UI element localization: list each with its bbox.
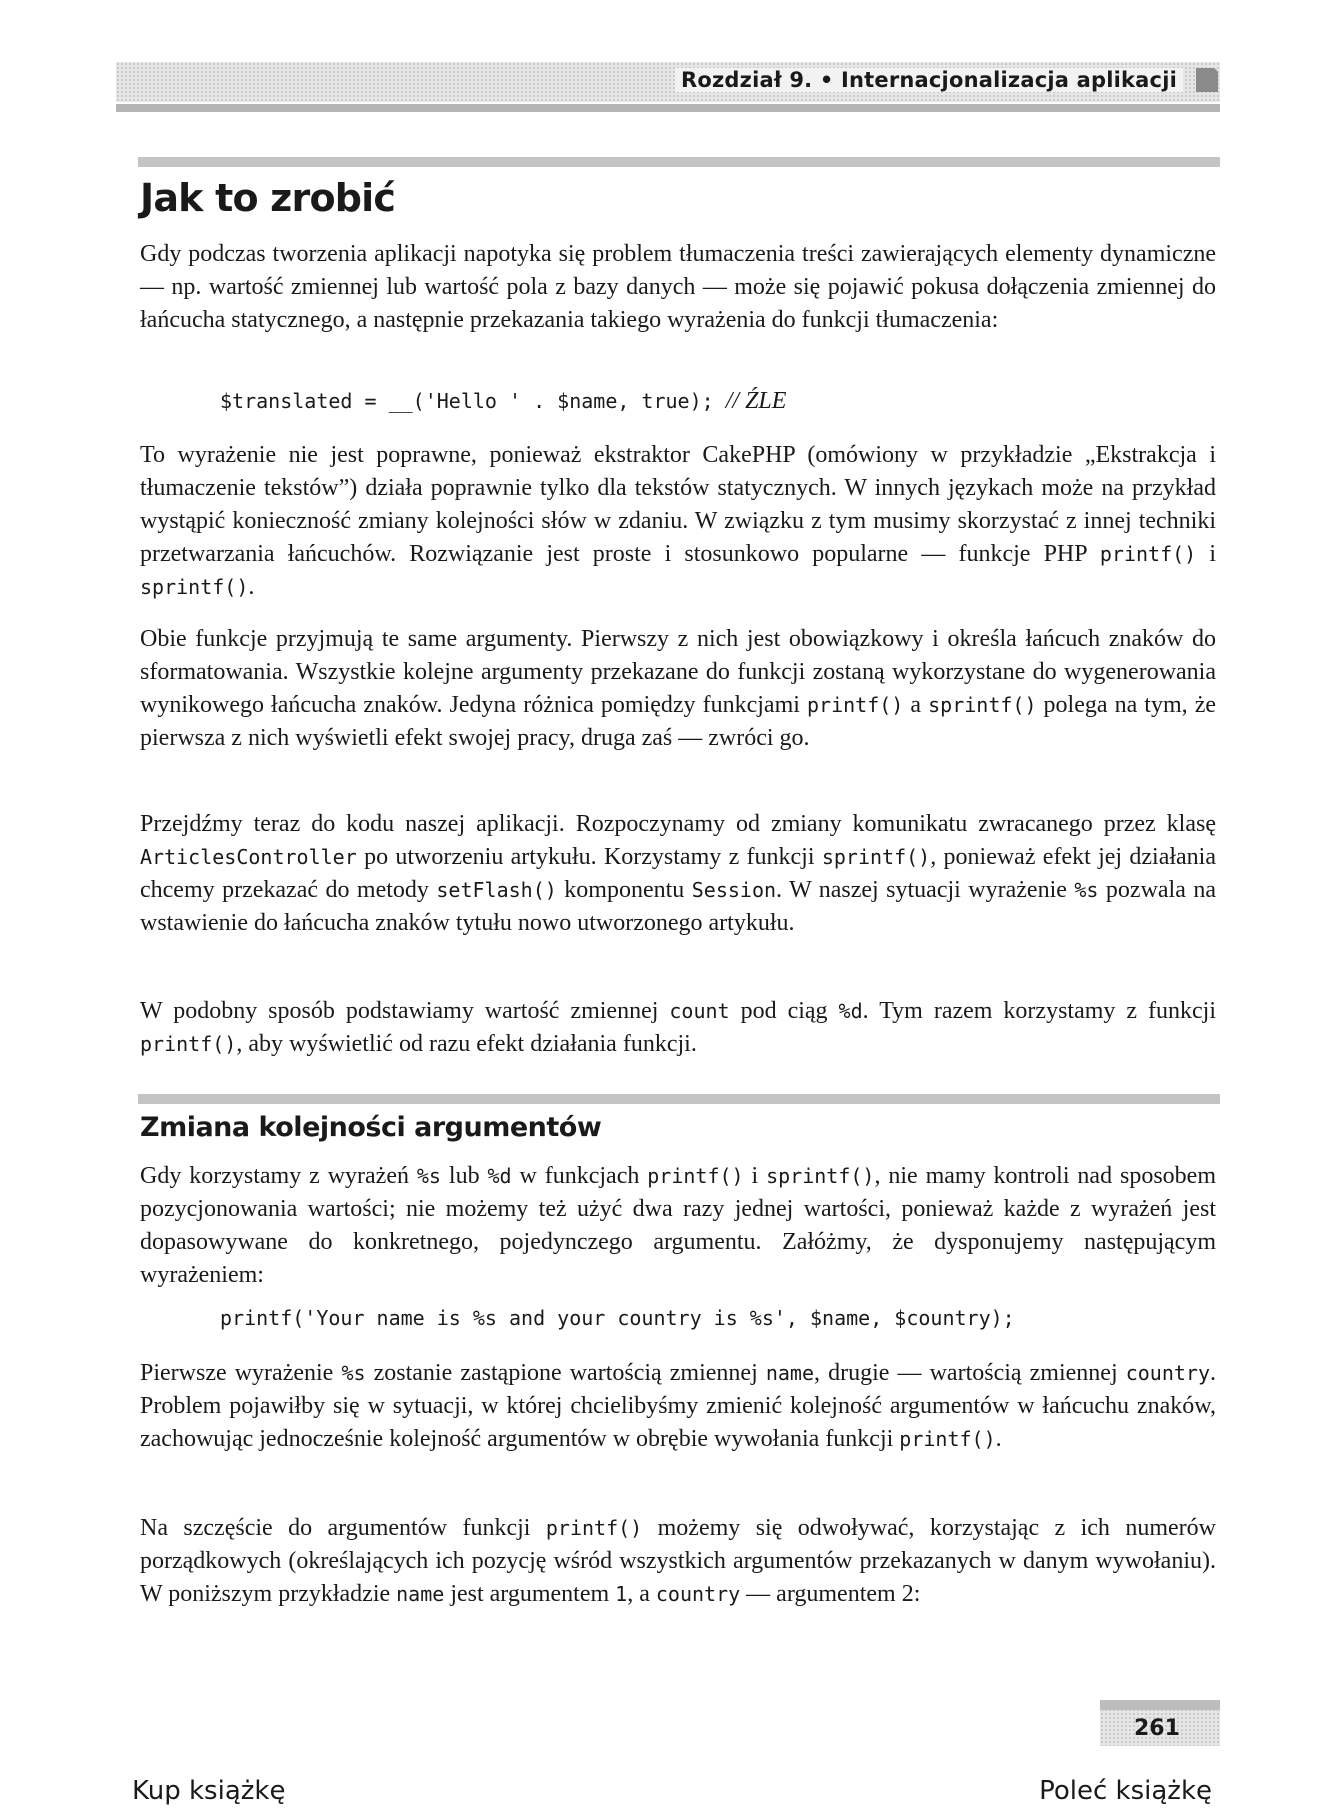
inline-code: %d (487, 1164, 512, 1188)
text-run: To wyrażenie nie jest poprawne, ponieważ ekstraktor CakePHP (omówiony w przykładzie „Ekstrakcja i tłumaczenie tekstów”) działa poprawnie tylko dla tekstów statycznych. W innych językach może na przykład wystąpić konieczność zmiany kolejności słów w zdaniu. W związku z tym musimy skorzystać z innej techniki przetwarzania łańcuchów. Rozwiązanie jest proste i stosunkowo popularne — funkcje PHP (140, 442, 1216, 567)
text-run: w funkcjach (511, 1163, 648, 1189)
chapter-tab-marker (1196, 68, 1218, 92)
section-heading: Jak to zrobić (140, 176, 396, 220)
recommend-book-link[interactable]: Poleć książkę (1039, 1776, 1212, 1806)
inline-code: %d (838, 999, 863, 1023)
page-number-rule (1100, 1700, 1220, 1710)
inline-code: sprintf() (766, 1164, 875, 1188)
text-run: , drugie — wartością zmiennej (814, 1360, 1126, 1386)
inline-code: printf() (545, 1516, 643, 1540)
code-line: printf('Your name is %s and your country is %s', $name, $country); (220, 1306, 1015, 1330)
text-run: W podobny sposób podstawiamy wartość zmiennej (140, 998, 670, 1024)
text-run: Przejdźmy teraz do kodu naszej aplikacji. Rozpoczynamy od zmiany komunikatu zwracanego przez klasę (140, 811, 1216, 837)
text-run: , a (627, 1581, 656, 1607)
code-line (220, 388, 786, 415)
paragraph (140, 808, 1216, 940)
code-comment: // ŹLE (725, 388, 787, 414)
paragraph (140, 1357, 1216, 1456)
text-run: możemy się odwoływać, korzystając z ich numerów porządkowych (określających ich pozycję wśród wszystkich argumentów przekazanych w danym wywołaniu). W poniższym przykładzie (140, 1515, 1216, 1607)
inline-code: ArticlesController (140, 845, 357, 869)
subsection-heading: Zmiana kolejności argumentów (140, 1112, 602, 1143)
inline-code: 1 (615, 1582, 628, 1606)
text-run: a (903, 692, 929, 718)
text-run: jest argumentem (444, 1581, 616, 1607)
paragraph (140, 623, 1216, 755)
text-run: po utworzeniu artykułu. Korzystamy z funkcji (356, 844, 822, 870)
inline-code: printf() (899, 1427, 996, 1451)
inline-code: printf() (807, 693, 904, 717)
inline-code: count (669, 999, 730, 1023)
running-header-title: Rozdział 9. • Internacjonalizacja aplikacji (675, 68, 1183, 92)
inline-code: setFlash() (436, 878, 557, 902)
text-run: polega na tym, że pierwsza z nich wyświetli efekt swojej pracy, druga zaś — zwróci go. (140, 692, 1217, 751)
running-header-rule (116, 104, 1220, 112)
inline-code: sprintf() (821, 845, 931, 869)
text-run: zostanie zastąpione wartością zmiennej (365, 1360, 766, 1386)
inline-code: %s (341, 1361, 366, 1385)
text-run: , nie mamy kontroli nad sposobem pozycjonowania wartości; nie możemy też użyć dwa razy jednej wartości, ponieważ każde z wyrażeń jest dopasowywane do konkretnego, pojedynczego argumentu. Załóżmy, że dysponujemy następującym wyrażeniem: (140, 1163, 1216, 1288)
text-run: , aby wyświetlić od razu efekt działania funkcji. (236, 1031, 697, 1057)
inline-code: printf() (1099, 542, 1197, 566)
inline-code: sprintf() (928, 693, 1037, 717)
inline-code: country (1125, 1361, 1211, 1385)
paragraph (140, 439, 1216, 604)
text-run: i (743, 1163, 767, 1189)
text-run: pod ciąg (729, 998, 839, 1024)
inline-code: %s (1074, 878, 1099, 902)
paragraph: Gdy podczas tworzenia aplikacji napotyka się problem tłumaczenia treści zawierających elementy dynamiczne — np. wartość zmiennej lub wartość pola z bazy danych — może się pojawić pokusa dołączenia zmiennej do łańcucha statycznego, a następnie przekazania takiego wyrażenia do funkcji tłumaczenia: (140, 241, 1216, 333)
inline-code: printf() (140, 1032, 237, 1056)
text-run: komponentu (556, 877, 692, 903)
paragraph (140, 995, 1216, 1061)
paragraph (140, 1512, 1216, 1611)
code-text: $translated = __('Hello ' . $name, true); (220, 389, 714, 413)
inline-code: sprintf() (140, 575, 249, 599)
text-run: . W naszej sytuacji wyrażenie (776, 877, 1075, 903)
text-run: . Problem pojawiłby się w sytuacji, w której chcielibyśmy zmienić kolejność argumentów w łańcuchu znaków, zachowując jednocześnie kolejność argumentów w obrębie wywołania funkcji (140, 1360, 1217, 1452)
text-run: Na szczęście do argumentów funkcji (140, 1515, 546, 1541)
buy-book-link[interactable]: Kup książkę (132, 1776, 286, 1806)
text-run: lub (440, 1163, 488, 1189)
inline-code: %s (416, 1164, 441, 1188)
text-run: Pierwsze wyrażenie (140, 1360, 342, 1386)
text-run: , ponieważ efekt jej działania chcemy przekazać do metody (140, 844, 1216, 903)
text-run: . (995, 1426, 1002, 1452)
section-divider (138, 1094, 1220, 1104)
inline-code: name (765, 1361, 815, 1385)
inline-code: name (396, 1582, 445, 1606)
text-run: pozwala na wstawienie do łańcucha znaków tytułu nowo utworzonego artykułu. (140, 877, 1216, 936)
inline-code: printf() (647, 1164, 744, 1188)
page-number: 261 (1134, 1716, 1180, 1741)
inline-code: country (655, 1582, 741, 1606)
text-run: i (1196, 541, 1216, 567)
section-divider (138, 157, 1220, 167)
text-run: . Tym razem korzystamy z funkcji (862, 998, 1216, 1024)
inline-code: Session (691, 878, 777, 902)
text-run: Obie funkcje przyjmują te same argumenty. Pierwszy z nich jest obowiązkowy i określa łańcuch znaków do sformatowania. Wszystkie kolejne argumenty przekazane do funkcji zostaną wykorzystane do wygenerowania wynikowego łańcucha znaków. Jedyna różnica pomiędzy funkcjami (140, 626, 1216, 718)
paragraph (140, 1160, 1216, 1292)
text-run: — argumentem 2: (740, 1581, 921, 1607)
text-run: . (248, 574, 255, 600)
text-run: Gdy korzystamy z wyrażeń (140, 1163, 417, 1189)
